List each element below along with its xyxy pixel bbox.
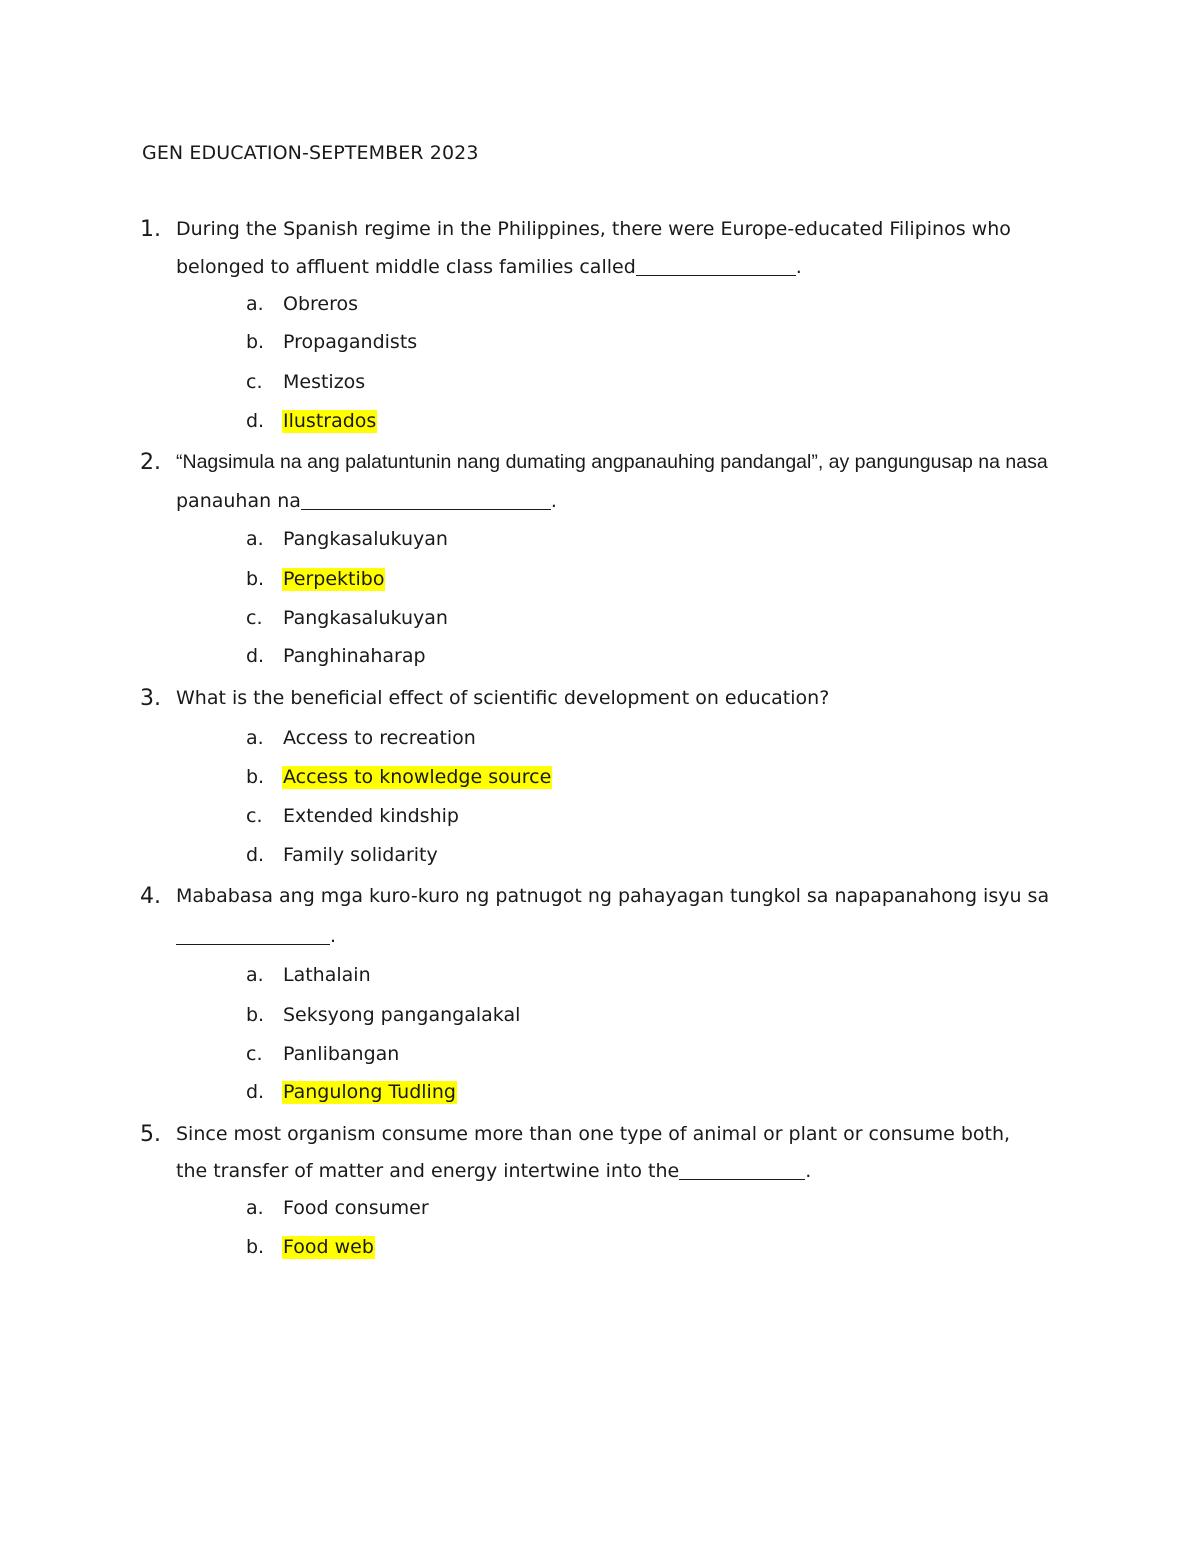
option-letter: d. <box>246 1081 265 1103</box>
option-letter: a. <box>246 528 264 550</box>
option-letter: b. <box>246 1004 265 1026</box>
question-1-text-line2 <box>176 256 802 279</box>
answer-blank <box>679 1161 805 1180</box>
option-text: Mestizos <box>283 371 366 393</box>
question-5-period: . <box>805 1160 812 1182</box>
question-1-text-line1: During the Spanish regime in the Philippines, there were Europe-educated Filipinos who <box>176 218 1011 240</box>
question-2-text-line2 <box>176 490 557 513</box>
answer-blank <box>301 491 551 510</box>
option-text-highlighted-answer: Pangulong Tudling <box>283 1081 456 1103</box>
question-5-text-line1: Since most organism consume more than one type of animal or plant or consume both, <box>176 1123 1011 1145</box>
option-letter: c. <box>246 371 263 393</box>
option-text: Extended kindship <box>283 805 459 827</box>
question-5-stem-end: the transfer of matter and energy intertwine into the <box>176 1160 680 1182</box>
option-letter: d. <box>246 645 265 667</box>
question-3-number: 3. <box>140 686 161 711</box>
option-text: Access to recreation <box>283 727 476 749</box>
question-5-number: 5. <box>140 1122 161 1147</box>
question-2-period: . <box>550 490 557 512</box>
option-text: Propagandists <box>283 331 418 353</box>
option-text: Panlibangan <box>283 1043 400 1065</box>
option-text: Family solidarity <box>283 844 438 866</box>
question-2-text-line1: “Nagsimula na ang palatuntunin nang dumating angpanauhing pandangal”, ay pangungusap na nasa <box>176 451 1048 473</box>
document-title: GEN EDUCATION-SEPTEMBER 2023 <box>142 142 479 164</box>
option-letter: d. <box>246 410 265 432</box>
question-4-text-line1: Mababasa ang mga kuro-kuro ng patnugot ng pahayagan tungkol sa napapanahong isyu sa <box>176 885 1050 907</box>
option-letter: d. <box>246 844 265 866</box>
option-text: Lathalain <box>283 964 371 986</box>
option-letter: c. <box>246 805 263 827</box>
question-3-text-line1: What is the beneficial effect of scientific development on education? <box>176 687 830 709</box>
option-letter: c. <box>246 607 263 629</box>
option-letter: b. <box>246 1236 265 1258</box>
question-2-stem-end: panauhan na <box>176 490 301 512</box>
option-text: Pangkasalukuyan <box>283 528 448 550</box>
option-text: Seksyong pangangalakal <box>283 1004 521 1026</box>
answer-blank <box>636 257 796 276</box>
option-letter: a. <box>246 293 264 315</box>
question-1-period: . <box>795 256 802 278</box>
option-text-highlighted-answer: Access to knowledge source <box>283 766 552 788</box>
option-letter: c. <box>246 1043 263 1065</box>
option-letter: b. <box>246 568 265 590</box>
option-letter: a. <box>246 727 264 749</box>
option-text: Obreros <box>283 293 359 315</box>
option-text: Food consumer <box>283 1197 429 1219</box>
option-text-highlighted-answer: Perpektibo <box>283 568 385 590</box>
option-letter: a. <box>246 964 264 986</box>
option-text: Panghinaharap <box>283 645 426 667</box>
question-1-stem-end: belonged to affluent middle class families called <box>176 256 636 278</box>
question-4-text-line2 <box>176 925 336 948</box>
answer-blank <box>176 926 330 945</box>
question-1-number: 1. <box>140 217 161 242</box>
option-letter: a. <box>246 1197 264 1219</box>
option-text-highlighted-answer: Ilustrados <box>283 410 377 432</box>
question-5-text-line2 <box>176 1160 811 1183</box>
question-4-number: 4. <box>140 884 161 909</box>
question-2-number: 2. <box>140 450 161 475</box>
option-text: Pangkasalukuyan <box>283 607 448 629</box>
question-4-period: . <box>330 925 337 947</box>
option-text-highlighted-answer: Food web <box>283 1236 374 1258</box>
option-letter: b. <box>246 766 265 788</box>
option-letter: b. <box>246 331 265 353</box>
